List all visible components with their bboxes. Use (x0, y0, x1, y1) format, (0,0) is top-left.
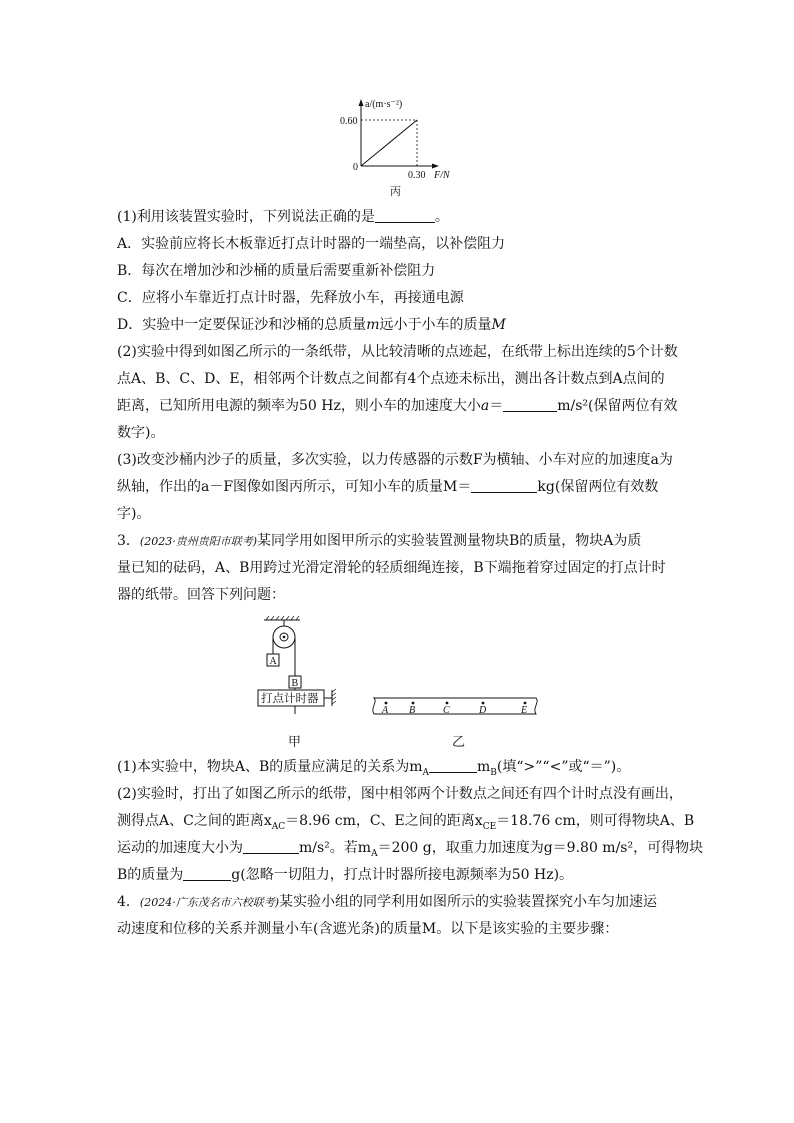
answer-blank[interactable] (503, 397, 557, 412)
answer-blank[interactable] (471, 478, 537, 493)
tape-point-b (412, 702, 415, 705)
tape-point-a (385, 702, 388, 705)
question-3-line-1: (3)改变沙桶内沙子的质量，多次实验，以力传感器的示数F为横轴、小车对应的加速度a为 (117, 452, 673, 468)
question-2-line-2: 点A、B、C、D、E，相邻两个计数点之间都有4个点迹未标出，测出各计数点到A点间的 (117, 371, 665, 387)
y-axis-label: a/(m·s⁻²) (365, 99, 403, 110)
answer-blank[interactable] (183, 866, 231, 881)
tape-label-c: C (443, 705, 450, 716)
option-c: C．应将小车靠近打点计时器，先释放小车，再接通电源 (117, 290, 464, 306)
problem-3-line-3: 器的纸带。回答下列问题： (117, 587, 285, 603)
pulley-apparatus-figure (252, 616, 344, 716)
problem-3-question-1: (1)本实验中，物块A、B的质量应满足的关系为$m_A$ $m_B$(填“>”“<”或“＝”)。 (117, 759, 631, 778)
paper-tape-figure (366, 692, 542, 724)
problem-4-line-2: 动速度和位移的关系并测量小车(含遮光条)的质量M。以下是该实验的主要步骤： (117, 921, 619, 937)
tape-point-c (446, 702, 449, 705)
problem-source: (2024·广东茂名市六校联考) (139, 896, 279, 909)
problem-3-question-2-line-3: 运动的加速度大小为 m/s²。若$m_A=200$ g，取重力加速度为g＝9.80 m/s²，可得物块 (117, 840, 704, 859)
figure-caption: 丙 (390, 186, 401, 198)
problem-3-question-2-line-4: B的质量为 g(忽略一切阻力，打点计时器所接电源频率为50 Hz)。 (117, 867, 574, 883)
timer-label: 打点计时器 (261, 693, 319, 705)
tape-label-a: A (382, 705, 389, 716)
tape-point-d (482, 702, 485, 705)
origin-label: 0 (353, 162, 358, 173)
tape-label-b: B (409, 705, 416, 716)
figure-jia-caption: 甲 (288, 735, 302, 750)
question-1-stem: (1)利用该装置实验时，下列说法正确的是 。 (117, 209, 449, 225)
option-d: D．实验中一定要保证沙和沙桶的总质量m远小于小车的质量M (117, 317, 506, 333)
question-2-line-3: 距离，已知所用电源的频率为50 Hz，则小车的加速度大小a＝ m/s²(保留两位有效 (117, 398, 678, 414)
graph-figure (340, 96, 470, 202)
tape-label-d: D (479, 705, 487, 716)
problem-3-question-2-line-2: 测得点A、C之间的距离$x_{AC}=8.96$ cm，C、E之间的距离$x_{CE}=18.76$ cm，则可得物块A、B (117, 813, 695, 832)
problem-3-question-2-line-1: (2)实验时，打出了如图乙所示的纸带，图中相邻两个计数点之间还有四个计时点没有画出， (117, 786, 683, 802)
x-axis-label: F/N (434, 170, 450, 181)
y-tick-label: 0.60 (340, 116, 358, 127)
answer-blank[interactable] (429, 758, 477, 773)
option-b: B．每次在增加沙和沙桶的质量后需要重新补偿阻力 (117, 263, 436, 279)
tape-point-e (524, 702, 527, 705)
question-3-line-3: 字)。 (117, 506, 151, 522)
problem-3-line-2: 量已知的砝码，A、B用跨过光滑定滑轮的轻质细绳连接，B下端拖着穿过固定的打点计时 (117, 560, 666, 576)
tape-label-e: E (521, 705, 528, 716)
problem-source: (2023·贵州贵阳市联考) (139, 535, 257, 548)
figure-yi-caption: 乙 (452, 735, 466, 750)
problem-3-line-1: 3．(2023·贵州贵阳市联考)某同学用如图甲所示的实验装置测量物块B的质量，物块A为质 (117, 533, 642, 549)
option-a: A．实验前应将长木板靠近打点计时器的一端垫高，以补偿阻力 (117, 236, 506, 252)
block-a-label: A (269, 656, 277, 667)
problem-4-line-1: 4．(2024·广东茂名市六校联考)某实验小组的同学利用如图所示的实验装置探究小车匀加速运 (117, 894, 657, 910)
answer-blank[interactable] (375, 208, 435, 223)
x-tick-label: 0.30 (408, 170, 426, 181)
question-2-line-4: 数字)。 (117, 425, 165, 441)
answer-blank[interactable] (243, 839, 299, 854)
block-b-label: B (291, 678, 299, 689)
question-2-line-1: (2)实验中得到如图乙所示的一条纸带，从比较清晰的点迹起，在纸带上标出连续的5个计数 (117, 344, 678, 360)
question-3-line-2: 纵轴，作出的a－F图像如图丙所示，可知小车的质量M＝ kg(保留两位有效数 (117, 479, 659, 495)
